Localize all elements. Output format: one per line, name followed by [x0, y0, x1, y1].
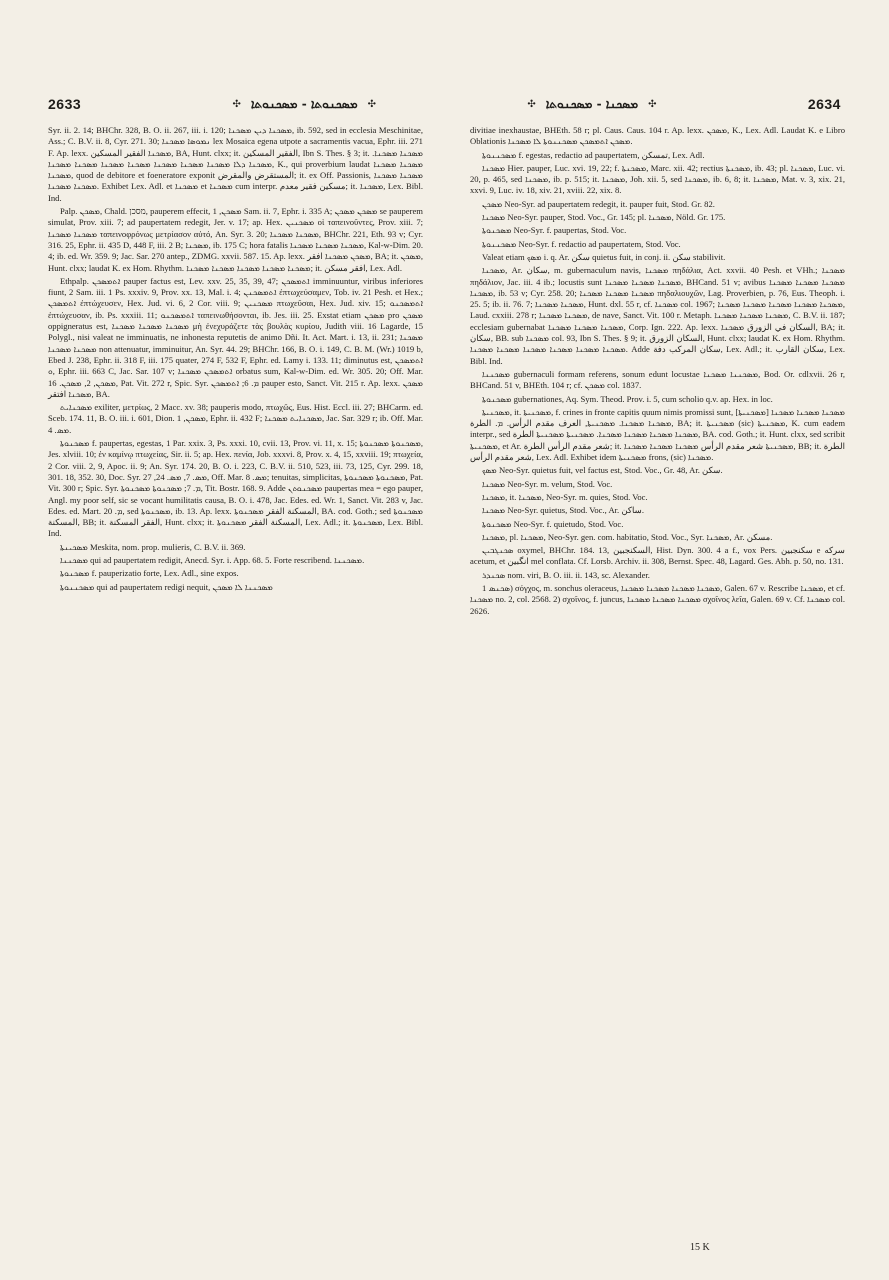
right-running-title: ✣ ܡܣܟܢܐ - ܡܣܟܢܘܬܐ ✣ — [527, 96, 657, 111]
entry-paragraph: ܡܣܟܢܝܬܐ, it. ܡܣܟܢܝܬܐ, f. crines in fronte capitis quum nimis promissi sunt, [ܡܣܟܢܝܬܐ] ܡܣܟܢܐ ܡܣܟܢܐ ܡܣܟܢܐ ܡܣܟܢܐ ܡܣܟܢܐ. ܡܣܟܢܝܬܐ, العرف مقدم الرأس. ܡ. الطرة, BA; it. ܡܣܟܢܝܬܐ (sic) ܡܣܟܢܝܬܐ, K. cum eadem interpr., sed ܡܣܟܢܐ ܡܣܟܢܐ ܡܣܟܢܐ ܡܣܟܢܐ. ܡܣܟܢܝܬܐ ܡܣܟܢܝܬܐ الطرة, BA. cod. Goth.; it. Hunt. clxx, sed scribit ܡܣܟܢܝܬܐ, et Ar. شعر مقدم الرأس الطرة; it. ܡܣܟܢܝܬܐ شعر مقدم الرأس ܡܣܟܢܐ ܡܣܟܢܐ ܡܣܟܢܐ, BB; it. الطرة شعر مقدم الرأس, Lex. Adl. Exhibet idem ܡܣܟܢܝܬܐ frons, (sic) ܡܣܟܢܐ. — [470, 406, 846, 463]
ornament-icon: ✣ — [367, 98, 376, 110]
running-header — [48, 92, 841, 116]
entry-paragraph: Palp. ܡܣܟܢ, Chald. מסכן, pauperem effecit, ܡܣܟܢ, 1 Sam. ii. 7, Ephr. i. 335 A; ܡܣܟܢ ܡܣܟܢ se pauperem simulat, Prov. xiii. 7; ad paupertatem redegit, Jer. v. 17; ap. Hex. ܡܣܟܢܝܢ οἱ ταπεινοῦντες, Prov. xiii. 7; ܡܣܟܢܐ ܡܣܟܢܐ ταπεινοφρόνως μετρίασον αὐτό, An. Syr. 3. 20; ܡܣܟܢܐ ܡܣܟܢܐ, BHChr. 221, Eth. 93 v; Cyr. 316. 25, Ephr. ii. 435 D, 448 F, iii. 2 B; ܡܣܟܢܐ, ib. 175 C; hora fatalis ܡܣܟܢܐ ܡܣܟܢܐ ܡܣܟܢܐ, Kal-w-Dim. 20. 4; ib. ed. Wr. 359. 9; Jac. Sar. 270 antep., ZDMG. xxvii. 587. 15. Ap. lexx. ܡܣܟܢ ܡܣܟܢܐ افقر, BA; it. ܡܣܟܢ, Hunt. clxx; laudat K. ex Hom. Rhythm. ܡܣܟܢܐ ܡܣܟܢܐ ܡܣܟܢܐ ܡܣܟܢܐ ܡܣܟܢܐ; it. افقر مسكن, Lex. Adl. — [48, 206, 424, 273]
entry-paragraph: ܡܣܟܢܢܘܬܐ Neo-Syr. f. redactio ad paupertatem, Stod. Voc. — [482, 238, 681, 249]
entry-paragraph: ܡܣܟܢܐܝܬ exiliter, μετρίως, 2 Macc. xv. 38; pauperis modo, πτωχῶς, Eus. Hist. Eccl. iii. 27; BHCarm. ed. Sceb. 174. 11, B. O. iii. i. 601, Dion. ܡܣܟܢ, 1, Ephr. ii. 432 F; ܡܣܟܢܐܝܬ ܡܣܟܢܐ, Jac. Sar. 329 r; ib. Off. Mar. ܡܣ. 4. — [48, 402, 423, 435]
entry-paragraph: Ethpalp. ܐܬܡܣܟܢ pauper factus est, Lev. xxv. 25, 35, 39, 47; ܐܬܡܣܟܢ imminuuntur, viribus inferiores fiunt, 2 Sam. iii. 1 Ps. xxxiv. 9, Prov. xx. 13, Mal. i. 4; ܐܬܡܣܟܢܢ ἐπτωχεύσαμεν, Tob. iv. 21 Pesh. et Hex.; ܐܬܡܣܟܢ ἐπτώχευσεν, Hex. Jud. vi. 6, 2 Cor. viii. 9; ܡܣܟܢܝܢ πτωχεῦσαι, Hex. Jud. xiv. 15; ܐܬܡܣܟܢܘ ἐπτώχευσαν, ib. Ps. xxxiii. 11; ܐܬܡܣܟܢܘ ταπεινωθήσονται, ib. Jes. iii. 25. Exstat etiam ܡܣܟܢ pro ܡܣܟܢ oppigneratus est, ܡܣܟܢܐ ܡܣܟܢܐ ܡܣܟܢܐ μὴ ἐνεχυράζετε τὰς βουλὰς κυρίου, Judith viii. 16 Lagarde, 15 Polygl., nisi valeat ne imminuatis, ne inhonesta reputetis de animo Dñi. It. Act. Mart. i. 13, ii. 231; ܡܣܟܢܐ ܡܣܟܢܐ ܡܣܟܢܐ non attenuatur, imminuitur, An. Syr. 44. 29; BHChr. 166, B. O. i. 149, C. B. M. (Wr.) 1019 b, Ebed J. 238, Ephr. ii. 318 F, iii. 175 quater, 274 F, 532 F, Ephr. ed. Lamy i. 133. 11; diminutus est, ܐܬܡܣܟܢ ܘ, Ephr. iii. 663 C, Jac. Sar. 107 v; ܐܬܡܣܟܢ ܡܣܟܢܐ orbatus sum, Kal-w-Dim. ed. Wr. 305. 20; Off. Mar. ܡܣܟܢ, 2, ܡܣܟܢ. 16, Pat. Vit. 272 r, Spic. Syr. ܡ. 6; ܐܬܡܣܟܢ pauper esto, Sanct. Vit. 215 r. Ap. lexx. ܡܣܟܢ ܡܣܟܢܐ افتقر, BA. — [48, 275, 424, 399]
entry-paragraph: ܡܣܟܢܐ, it. ܡܣܟܢܐ, Neo-Syr. m. quies, Stod. Voc. — [482, 491, 648, 502]
ornament-icon: ✣ — [232, 98, 241, 110]
entry-paragraph: Syr. ii. 2. 14; BHChr. 328, B. O. ii. 267, iii. i. 120; ܡܣܟܢܐ ܕܝܢ ܡܣܟܢܐ, ib. 592, sed in ecclesia Meschinitae, Ass.; C. B.V. ii. 8, Cyr. 271. 30; ܢܡܘܣܐ ܡܣܟܢܐ lex Mosaica egena utpote a sacramentis vacua, Ephr. iii. 271 F. Ap. lexx. ܡܣܟܢܐ الفقير المسكين, BA, Hunt. clxx; it. الفقير المسكين, Ibn S. Thes. § 3; it. ܡܣܟܢܐ ܡܣܟܢܐ. ܡܣܟܢܐ ܕܠܐ ܡܣܟܢܐ ܡܣܟܢܐ ܡܣܟܢܐ ܡܣܟܢܐ ܡܣܟܢܐ ܡܣܟܢܐ ܡܣܟܢܐ, K., qui proverbium laudat ܡܣܟܢܐ ܡܣܟܢܐ ܡܣܟܢܐ, quod de debitore et foeneratore exponit المستقرض والمقرض; it. ex Off. Passionis, ܡܣܟܢܐ ܡܣܟܢܐ ܡܣܟܢܐ ܡܣܟܢܐ. Exhibet Lex. Adl. et ܡܣܟܢܐ et ܡܣܟܢܐ cum interpr. مسكين فقير معدم; it. ܡܣܟܢܐ, Lex. Bibl. Ind. — [48, 125, 424, 203]
entry-paragraph: ܡܣܟܢܐ Hier. pauper, Luc. xvi. 19, 22; f. ܡܣܟܢܬܐ, Marc. xii. 42; rectius ܡܣܟܢܬܐ, ib. 43; pl. ܡܣܟܢܐ, Luc. vi. 20, p. 465, sed ܡܣܟܢܐ, ib. p. 515; it. ܡܣܟܢܐ, Joh. xii. 5, sed ܡܣܟܢܐ, ib. 6, 8; it. ܡܣܟܢܐ, Mat. v. 3, xix. 21, xxvi. 9, Luc. iv. 18, xiv. 21, xviii. 22, xix. 8. — [470, 162, 846, 196]
entry-paragraph: ܡܣܟܢܘܬܐ gubernationes, Aq. Sym. Theod. Prov. i. 5, cum scholio q.v. ap. Hex. in loc. — [482, 393, 773, 404]
entry-paragraph: ܣܟܢܕܪ nom. viri, B. O. iii. ii. 143, sc. Alexander. — [482, 569, 650, 580]
ornament-icon: ✣ — [648, 98, 657, 110]
right-page-number: 2634 — [807, 96, 841, 112]
left-page-number: 2633 — [48, 96, 82, 112]
entry-paragraph: divitiae inexhaustae, BHEth. 58 r; pl. Caus. Caus. 104 r. Ap. lexx. ܡܣܟܢ, K., Lex. Adl. Laudat K. e Libro Oblationis ܡܣܟܢ ܐܬܡܣܟܢ ܡܣܟܢܢܘܬܐ ܠܐ ܡܣܟܢܐ. — [470, 125, 846, 147]
entry-paragraph: ܡܣܟ Neo-Syr. quietus fuit, vel factus est, Stod. Voc., Gr. 48, Ar. سكن. — [482, 465, 723, 476]
entry-paragraph: ܣܟܢܓܒܝܢ oxymel, BHChr. 184. 13, السكنجبين, Hist. Dyn. 300. 4 a f., vox Pers. سكنجبين e سركه acetum, et انگبين mel conflata. Cf. Lorsb. Archiv. ii. 308, Bernst. Spec. 48, Lagard. Ges. Abh. p. 50, no. 131. — [470, 545, 845, 567]
entry-paragraph: ܡܣܟܢܢܐ qui ad paupertatem redigit, Anecd. Syr. i. App. 68. 5. Forte rescribend. ܡܣܟܢܢܐ. — [60, 554, 365, 565]
entry-paragraph: ܡܣܟܢܐ Neo-Syr. pauper, Stod. Voc., Gr. 145; pl. ܡܣܟܢܐ, Nöld. Gr. 175. — [482, 212, 726, 223]
entry-paragraph: ܡܣܟܢ Neo-Syr. ad paupertatem redegit, it. pauper fuit, Stod. Gr. 82. — [482, 198, 715, 209]
entry-paragraph: ܡܣܟܢܐ, pl. ܡܣܟܢܐ, Neo-Syr. gen. com. habitatio, Stod. Voc., Syr. ܡܣܟܢܐ, Ar. مسكن. — [482, 531, 773, 542]
ornament-icon: ✣ — [527, 98, 536, 110]
signature-mark: 15 K — [690, 1242, 710, 1253]
left-column — [48, 125, 423, 595]
entry-paragraph: ܡܣܟܢܘܬܐ f. paupertas, egestas, 1 Par. xxix. 3, Ps. xxxi. 10, cvii. 13, Prov. vi. 11, x. 15; ܡܣܟܢܘܬܐ ܡܣܟܢܘܬܐ, Jes. xlviii. 10; ἐν καμίνῳ πτωχείας, Sir. ii. 5; ap. Hex. πενία, Job. xxxvi. 8, Prov. x. 4, 15, xxviii. 19; πτωχεία, 2 Cor. viii. 2, 9, Apoc. ii. 9; An. Syr. 174. 20, B. O. i. 223, C. B.V. ii. 510, 523, iii. 73, 125, Cyr. 299. 18, 301. 18, 352. 30, Doc. Syr. ܡܣ. 7, ܡܣ. 24, 27, Off. Mar. ܡܣ. 8; tenuitas, simplicitas, ܡܣܟܢܘܬܐ ܡܣܟܢܘܬܐ, Pat. Vit. 300 r; Spic. Syr. ܡ. 7; ܡܣܟܢܘܬܐ ܡܣܟܢܘܬܐ, Tit. Bostr. 168. 9. Adde ܡܣܟܢܘܬܢ paupertas mea = ego pauper, Angl. my poor self, sic se vocant humilitatis causa, B. O. i. 478, Jac. Edes. ed. Wr. 1, Sanct. Vit. 283 v, Jac. Edes. ed. Mart. ܡ. 20, sed ܡܣܟܢܘܬܐ, ib. 13. Ap. lexx. المسكنة الفقر ܡܣܟܢܘܬܐ, BA. cod. Goth.; sed ܡܣܟܢܘܬܐ المسكنة, BB; it. الفقر المسكنة, Hunt. clxx; it. المسكنة الفقر ܡܣܟܢܘܬܐ, Lex. Adl.; it. ܡܣܟܢܘܬܐ, Lex. Bibl. Ind. — [48, 438, 423, 539]
entry-paragraph: ܡܣܟܝܢܬܐ Meskita, nom. prop. mulieris, C. B.V. ii. 369. — [60, 541, 246, 552]
entry-paragraph: ܡܣܟܢܘܬܐ Neo-Syr. f. quietudo, Stod. Voc. — [482, 518, 624, 529]
entry-paragraph: Valeat etiam ܡܣܟ i. q. Ar. سكن quietus fuit, in conj. ii. سكن stabilivit. — [482, 251, 726, 262]
right-column — [470, 125, 845, 619]
entry-paragraph: ܡܣܟܢܢܘܬܐ qui ad paupertatem redigi nequit, ܡܣܟܢܢܐ ܠܐ ܡܣܟܢ — [60, 581, 273, 592]
left-running-title: ✣ ܡܣܟܢܘܬܐ - ܡܣܟܢܘܬܐ ✣ — [232, 96, 376, 111]
entry-paragraph: ܡܣܟܢܢܐ gubernaculi formam referens, sonum edunt locustae ܡܣܟܢܢܐ ܡܣܟܢܐ, Bod. Or. cdlxvii. 26 r, BHCand. 51 v, BHEth. 104 r; cf. ܡܣܟܢ col. 1837. — [470, 368, 846, 391]
entry-paragraph: ܡܣܟܢܘܬܐ f. pauperizatio forte, Lex. Adl., sine expos. — [60, 568, 239, 579]
entry-paragraph: ܡܣܟܢܐ Neo-Syr. quietus, Stod. Voc., Ar. ساكن. — [482, 505, 644, 516]
entry-paragraph: ܡܣܟܢܐ, Ar. سكان, m. gubernaculum navis, ܡܣܟܢܐ πηδάλια, Act. xxvii. 40 Pesh. et VHh.; ܡܣܟܢܐ πηδάλιον, Jac. iii. 4 ib.; locustis sunt ܡܣܟܢܐ ܡܣܟܢܐ ܡܣܟܢܐ, BHCand. 51 v; avibus ܡܣܟܢܐ ܡܣܟܢܐ ܡܣܟܢܐ ܡܣܟܢܐ, ib. 53 v; Cyr. 258. 20; ܡܣܟܢܐ ܡܣܟܢܐ ܡܣܟܢܐ πηδαλιουχῶν, Lag. Proverbien, p. 76, Eus. Theoph. i. 25. 5; ib. ii. 76. 7; ܡܣܟܢܐ ܡܣܟܢܐ, Hunt. dxl. 55 r, cf. ܡܣܟܢܐ col. 1967; ܡܣܟܢܐ ܡܣܟܢܐ ܡܣܟܢܐ ܡܣܟܢܐ ܡܣܟܢܐ, Laud. cxxiii. 278 r; ܡܣܟܢܐ ܡܣܟܢܐ, de nave, Sanct. Vit. 100 r. Metaph. ܡܣܟܢܐ ܡܣܟܢܐ ܡܣܟܢܐ, C. B.V. ii. 187; ecclesiam gubernabat ܡܣܟܢܐ ܡܣܟܢܐ ܡܣܟܢܐ, Corp. Ign. 222. Ap. lexx. السكان في الزورق ܡܣܟܢܐ, BA; it. سكان, BB. sub ܡܣܟܢܐ col. 93, Ibn S. Thes. § 9; it. السكان الزورق, Hunt. clxx; laudat K. ex Hom. Rhythm. ܡܣܟܢܐ ܡܣܟܢܐ ܡܣܟܢܐ ܡܣܟܢܐ ܡܣܟܢܐ ܡܣܟܢܐ. Adde سكان المركب دفة, Lex. Adl.; it. سكان القارب, Lex. Bibl. Ind. — [470, 265, 846, 366]
entry-paragraph: ܡܣܟܢܘܬܐ Neo-Syr. f. paupertas, Stod. Voc. — [482, 225, 627, 236]
entry-paragraph: ܣܟܢܣ 1) σόγχος, m. sonchus oleraceus, ܡܣܟܢܐ ܡܣܟܢܐ ܡܣܟܢܐ ܡܣܟܢܐ, Galen. 67 v. Rescribe ܡܣܟܢܐ, et cf. ܡܣܟܢܐ no. 2, col. 2568. 2) σχοῖνος, f. juncus, ܡܣܟܢܐ ܡܣܟܢܐ ܡܣܟܢܐ σχοῖνος λεῖα, Galen. 69 v. Cf. ܡܣܟܢܐ col. 2626. — [470, 582, 846, 616]
entry-paragraph: ܡܣܟܢܐ Neo-Syr. m. velum, Stod. Voc. — [482, 478, 613, 489]
entry-paragraph: ܡܣܟܢܢܘܬܐ f. egestas, redactio ad paupertatem, تمسكن, Lex. Adl. — [482, 149, 705, 160]
